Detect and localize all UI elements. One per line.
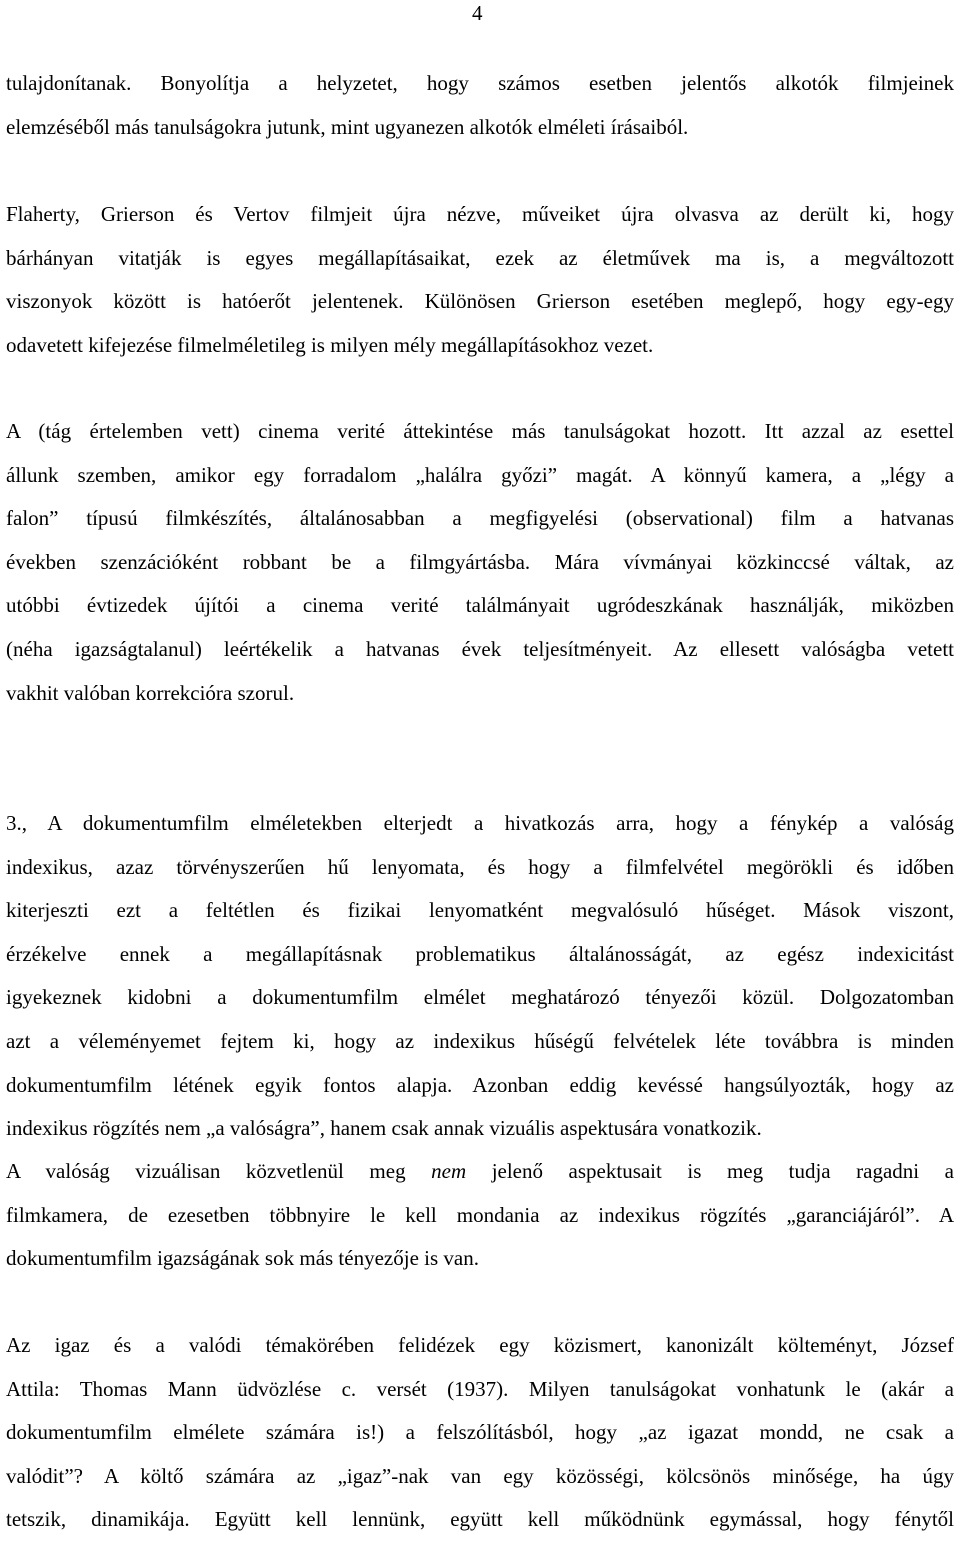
page-number: 4 [472,1,483,25]
paragraph-2 [6,193,954,367]
text-line: indexikus, azaz törvényszerűen hű lenyomata, és hogy a filmfelvétel megörökli és időben [6,854,954,879]
emphasized-word: nem [431,1159,467,1183]
text-line: (néha igazságtalanul) leértékelik a hatvanas évek teljesítményeit. Az ellesett valóságba vetett [6,636,954,661]
text-line: tulajdonítanak. Bonyolítja a helyzetet, hogy számos esetben jelentős alkotók filmjeinek [6,71,954,95]
text-line: igyekeznek kidobni a dokumentumfilm elmélet meghatározó tényezői közül. Dolgozatomban [6,985,954,1010]
text-line: Flaherty, Grierson és Vertov filmjeit újra nézve, műveiket újra olvasva az derült ki, hogy [6,202,954,226]
paragraph-6 [6,1324,954,1542]
text-line: azt a véleményemet fejtem ki, hogy az indexikus hűségű felvételek léte továbbra is minden [6,1028,954,1053]
text-line: A (tág értelemben vett) cinema verité áttekintése más tanulságokat hozott. Itt azzal az esettel [6,419,954,443]
text-line: Attila: Thomas Mann üdvözlése c. versét (1937). Milyen tanulságokat vonhatunk le (akár a [6,1376,954,1401]
text-line: állunk szemben, amikor egy forradalom „halálra győzi” magát. A könnyű kamera, a „légy a [6,462,954,487]
text-line: vakhit valóban korrekcióra szorul. [6,680,295,705]
text-line: indexikus rögzítés nem „a valóságra”, hanem csak annak vizuális aspektusára vonatkozik. [6,1116,762,1141]
paragraph-4 [6,802,954,1151]
text-line: kiterjeszti ezt a feltétlen és fizikai lenyomatként megvalósuló hűséget. Mások viszont, [6,898,954,923]
text-line: tetszik, dinamikája. Együtt kell lennünk, együtt kell működnünk egymással, hogy fénytől [6,1507,954,1532]
text-line: dokumentumfilm létének egyik fontos alapja. Azonban eddig kevéssé hangsúlyozták, hogy az [6,1072,954,1097]
text-line: falon” típusú filmkészítés, általánosabban a megfigyelési (observational) film a hatvanas [6,506,954,531]
text-segment: jelenő aspektusait is meg tudja ragadni a [491,1159,955,1183]
text-line: dokumentumfilm elmélete számára is!) a felszólításból, hogy „az igazat mondd, ne csak a [6,1420,954,1445]
text-line: odavetett kifejezése filmelméletileg is milyen mély megállapításokhoz vezet. [6,332,654,357]
text-line: dokumentumfilm igazságának sok más tényezője is van. [6,1246,479,1271]
text-line: elemzéséből más tanulságokra jutunk, mint ugyanezen alkotók elméleti írásaiból. [6,114,689,139]
text-line: utóbbi évtizedek újítói a cinema verité találmányait ugródeszkának használják, miközben [6,593,954,618]
text-line: valódit”? A költő számára az „igaz”-nak van egy közösségi, kölcsönös minősége, ha úgy [6,1463,954,1488]
text-segment: A valóság vizuálisan közvetlenül meg [6,1159,406,1183]
text-line: filmkamera, de ezesetben többnyire le kell mondania az indexikus rögzítés „garanciájáról”. A [6,1202,954,1227]
text-line: viszonyok között is hatóerőt jelentenek. Különösen Grierson esetében meglepő, hogy egy-egy [6,289,954,314]
paragraph-3 [6,410,954,715]
text-line: érzékelve ennek a megállapításnak problematikus általánosságát, az egész indexicitást [6,941,954,966]
text-line: bárhányan vitatják is egyes megállapításaikat, ezek az életművek ma is, a megváltozott [6,245,954,270]
text-line: Az igaz és a valódi témakörében felidézek egy közismert, kanonizált költeményt, József [6,1333,954,1357]
paragraph-5 [6,1150,954,1281]
text-line: 3., A dokumentumfilm elméletekben elterjedt a hivatkozás arra, hogy a fénykép a valóság [6,811,954,835]
paragraph-1 [6,62,954,149]
text-line: években szenzációként robbant be a filmgyártásba. Mára vívmányai közkinccsé váltak, az [6,549,954,574]
text-line [6,1150,954,1194]
